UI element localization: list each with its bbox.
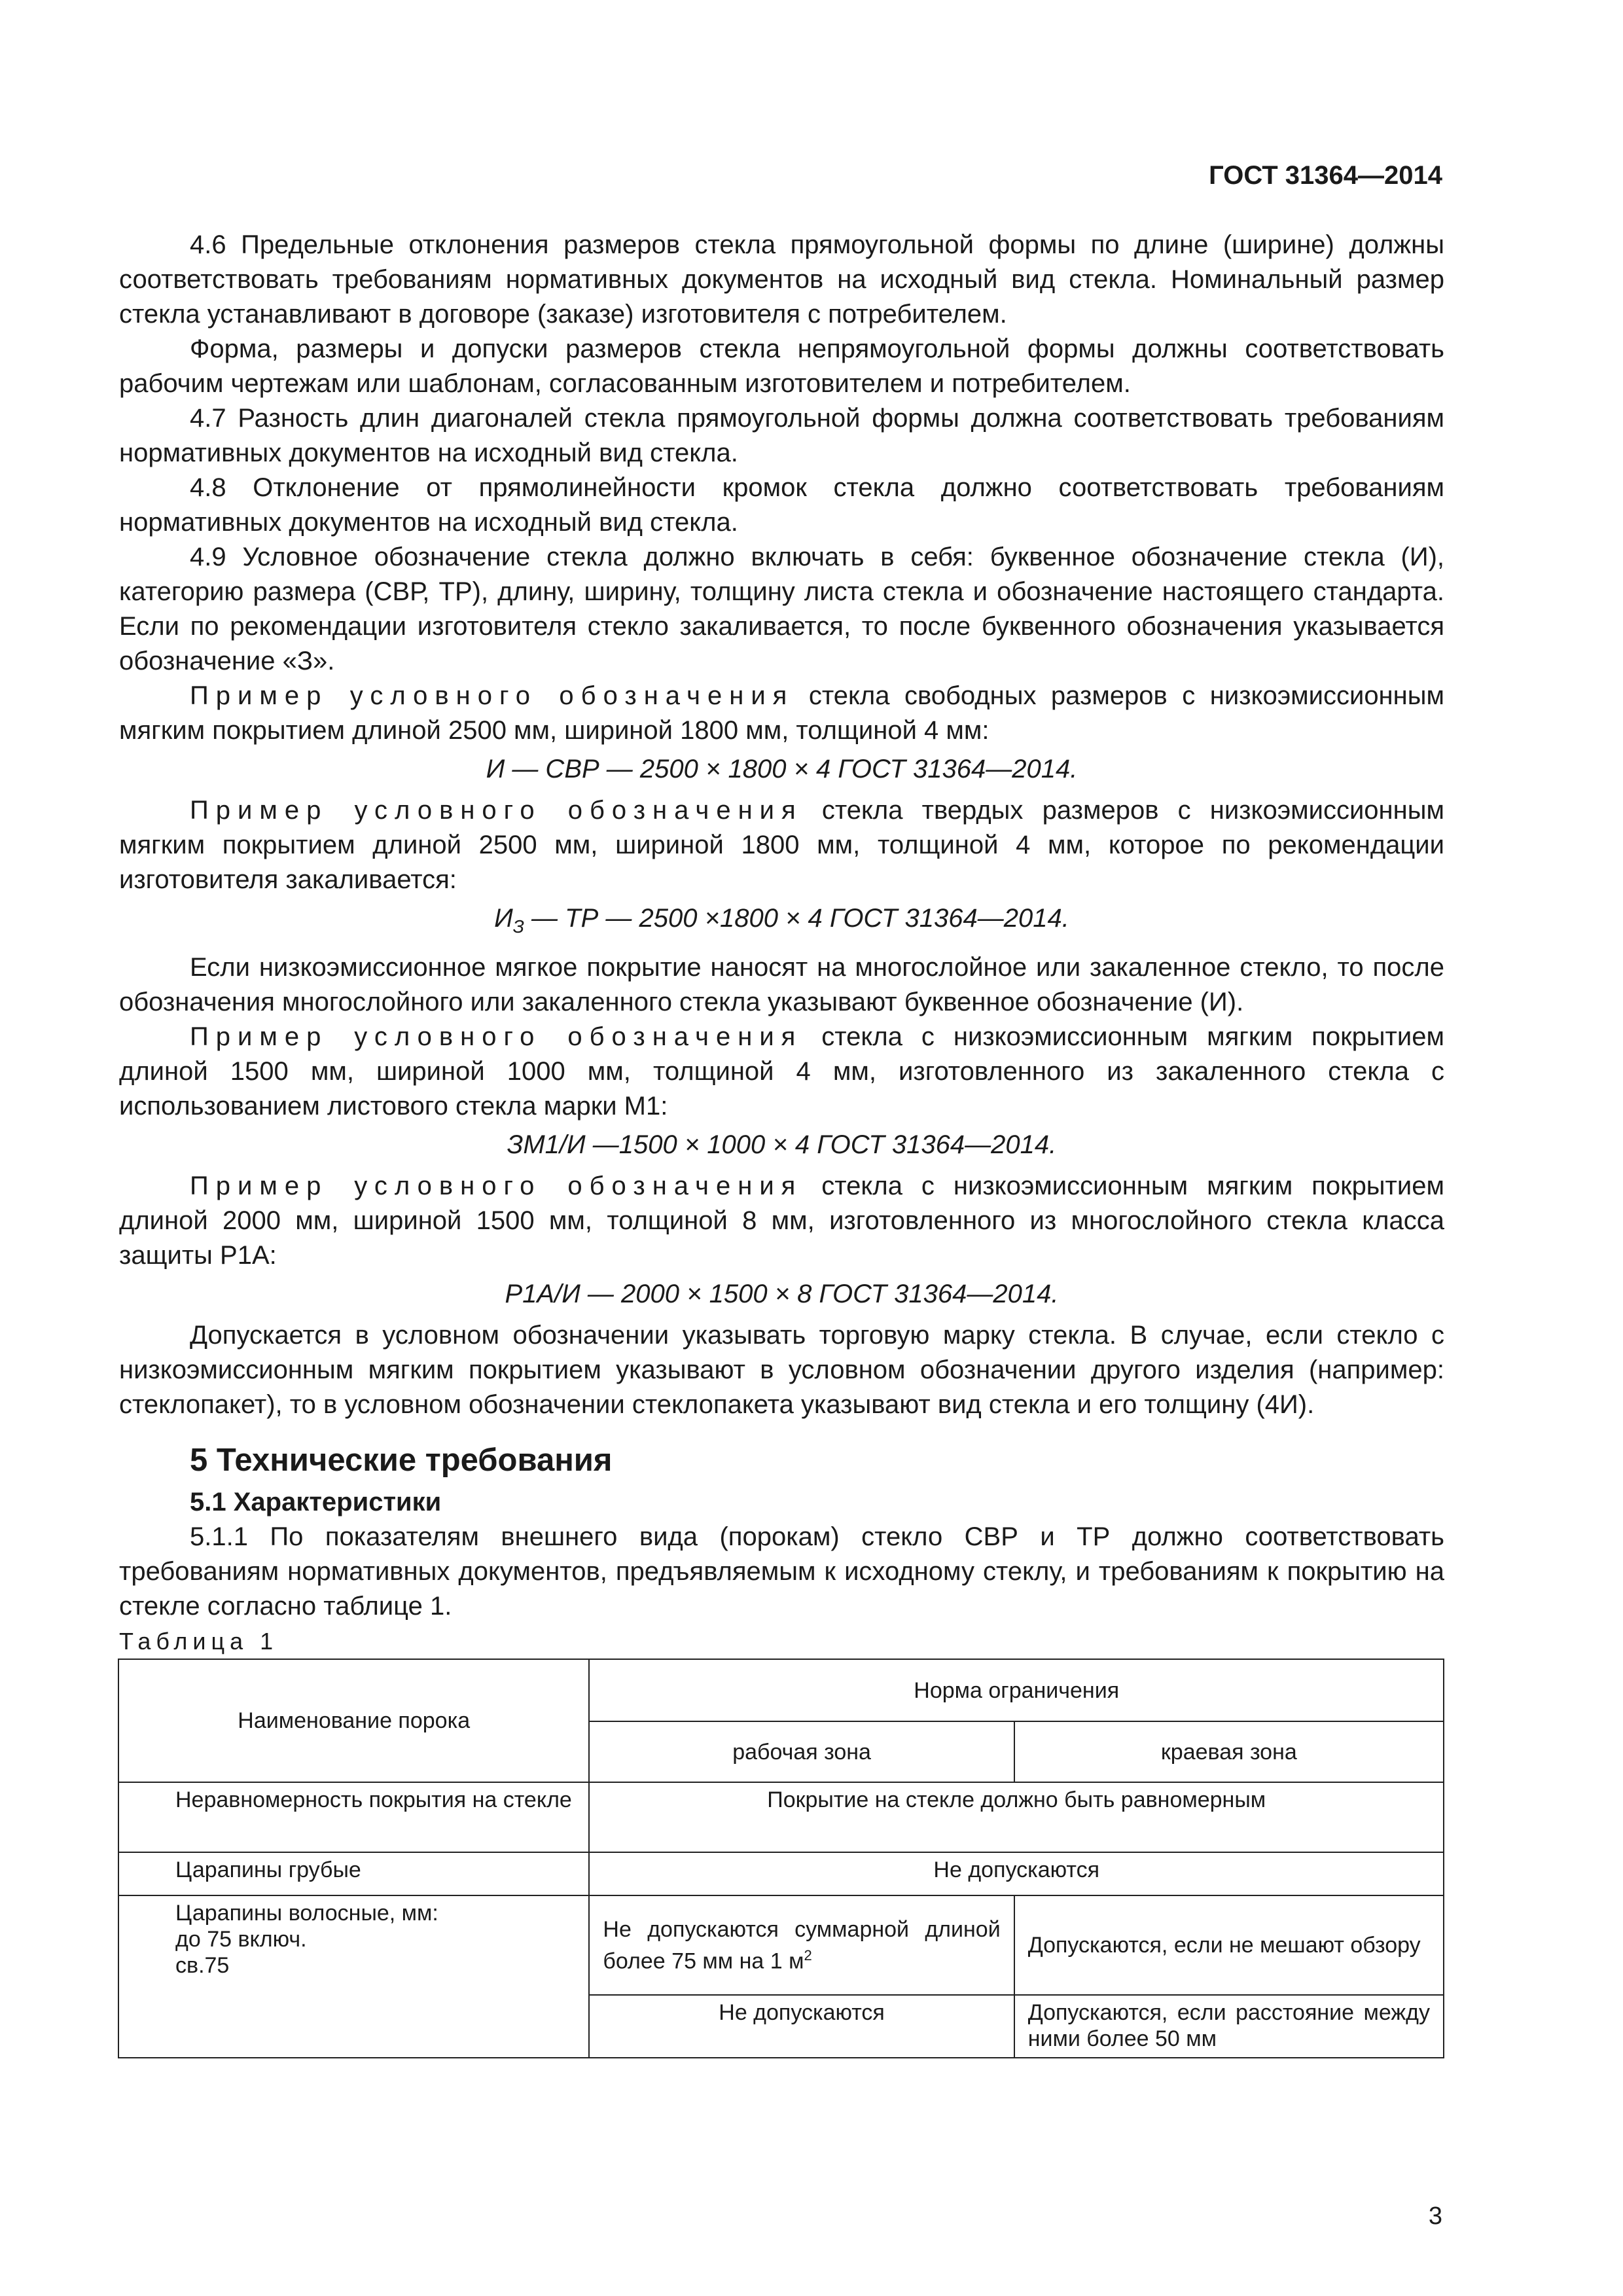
formula-main: И	[494, 904, 513, 933]
table-header-edge-zone: краевая зона	[1014, 1721, 1444, 1782]
example-label: Пример условного обозначения	[190, 1022, 803, 1051]
cell-superscript: 2	[804, 1946, 812, 1964]
example-1	[119, 679, 1444, 748]
table-cell-defect	[118, 1895, 589, 2058]
example-4	[119, 1169, 1444, 1273]
example-2-formula	[119, 901, 1444, 944]
table-row	[118, 1782, 1444, 1852]
table-cell-norm: Не допускаются	[589, 1852, 1444, 1895]
example-3	[119, 1020, 1444, 1124]
example-1-text: стекла свободных размеров с низкоэмиссионным мягким покрытием длиной 2500 мм, шириной 1800 мм, толщиной 4 мм:	[119, 681, 1444, 745]
table-cell-edge: Допускаются, если не мешают обзору	[1014, 1895, 1444, 1995]
section-5-title: 5 Технические требования	[190, 1443, 613, 1478]
table-header-defect: Наименование порока	[118, 1659, 589, 1782]
defect-range-2: св.75	[175, 1953, 230, 1978]
defect-range-1: до 75 включ.	[175, 1927, 307, 1952]
example-label: Пример условного обозначения	[190, 1172, 803, 1200]
table-cell-defect: Неравномерность покрытия на стекле	[118, 1782, 589, 1852]
table-cell-edge: Допускаются, если расстояние между ними более 50 мм	[1014, 1995, 1444, 2058]
example-label: Пример условного обозначения	[190, 681, 794, 710]
paragraph-trademark: Допускается в условном обозначении указывать торговую марку стекла. В случае, если стекло с низкоэмиссионным мягким покрытием указывают в условном обозначении другого изделия (например: стеклопакет), то в условном обозначении стеклопакета указывают вид стекла и его толщину (4И).	[119, 1321, 1444, 1419]
example-label: Пример условного обозначения	[190, 796, 803, 825]
table-caption: Таблица 1	[119, 1628, 279, 1655]
paragraph-4-9: 4.9 Условное обозначение стекла должно включать в себя: буквенное обозначение стекла (И), категорию размера (СВР, ТР), длину, ширину, толщину листа стекла и обозначение настоящего стандарта. Если по рекомендации изготовителя стекло закаливается, то после буквенного обозначения указывается обозначение «З».	[119, 543, 1444, 675]
paragraph-4-7: 4.7 Разность длин диагоналей стекла прямоугольной формы должна соответствовать требованиям нормативных документов на исходный вид стекла.	[119, 404, 1444, 467]
example-3-formula: ЗМ1/И —1500 × 1000 × 4 ГОСТ 31364—2014.	[507, 1130, 1057, 1159]
example-4-text: стекла с низкоэмиссионным мягким покрытием длиной 2000 мм, шириной 1500 мм, толщиной 8 мм, изготовленного из многослойного стекла класса защиты Р1А:	[119, 1172, 1444, 1270]
example-1-formula: И — СВР — 2500 × 1800 × 4 ГОСТ 31364—2014.	[486, 755, 1078, 783]
example-4-formula: Р1А/И — 2000 × 1500 × 8 ГОСТ 31364—2014.	[505, 1280, 1059, 1308]
document-body	[119, 228, 1444, 2058]
defect-title: Царапины волосные, мм:	[175, 1901, 438, 1926]
cell-text: Не допускаются суммарной длиной более 75 мм на 1 м	[603, 1916, 1001, 1974]
table-row	[118, 1852, 1444, 1895]
example-2-text: стекла твердых размеров с низкоэмиссионным мягким покрытием длиной 2500 мм, шириной 1800 мм, толщиной 4 мм, которое по рекомендации изготовителя закаливается:	[119, 796, 1444, 894]
defects-table	[118, 1659, 1444, 2058]
paragraph-4-8: 4.8 Отклонение от прямолинейности кромок стекла должно соответствовать требованиям нормативных документов на исходный вид стекла.	[119, 473, 1444, 537]
formula-subscript: З	[512, 916, 524, 937]
table-cell-defect: Царапины грубые	[118, 1852, 589, 1895]
table-header-norm: Норма ограничения	[589, 1659, 1444, 1721]
table-row	[118, 1895, 1444, 1995]
paragraph-4-6: 4.6 Предельные отклонения размеров стекла прямоугольной формы по длине (ширине) должны соответствовать требованиям нормативных документов на исходный вид стекла. Номинальный размер стекла устанавливают в договоре (заказе) изготовителя с потребителем.	[119, 230, 1444, 329]
paragraph-5-1-1: 5.1.1 По показателям внешнего вида (порокам) стекло СВР и ТР должно соответствовать требованиям нормативных документов, предъявляемым к исходному стеклу, и требованиям к покрытию на стекле согласно таблице 1.	[119, 1522, 1444, 1621]
paragraph-4-6-form: Форма, размеры и допуски размеров стекла непрямоугольной формы должны соответствовать рабочим чертежам или шаблонам, согласованным изготовителем и потребителем.	[119, 334, 1444, 398]
table-cell-norm: Покрытие на стекле должно быть равномерным	[589, 1782, 1444, 1852]
paragraph-multilayer: Если низкоэмиссионное мягкое покрытие наносят на многослойное или закаленное стекло, то после обозначения многослойного или закаленного стекла указывают буквенное обозначение (И).	[119, 953, 1444, 1016]
page-number: 3	[1428, 2202, 1442, 2230]
table-cell-work	[589, 1895, 1014, 1995]
section-5-1-title: 5.1 Характеристики	[190, 1488, 442, 1516]
table-header-work-zone: рабочая зона	[589, 1721, 1014, 1782]
document-header: ГОСТ 31364—2014	[1209, 161, 1442, 190]
table-cell-work: Не допускаются	[589, 1995, 1014, 2058]
formula-rest: — ТР — 2500 ×1800 × 4 ГОСТ 31364—2014.	[524, 904, 1069, 933]
example-2	[119, 793, 1444, 897]
example-3-text: стекла с низкоэмиссионным мягким покрытием длиной 1500 мм, шириной 1000 мм, толщиной 4 мм, изготовленного из закаленного стекла с использованием листового стекла марки М1:	[119, 1022, 1444, 1121]
